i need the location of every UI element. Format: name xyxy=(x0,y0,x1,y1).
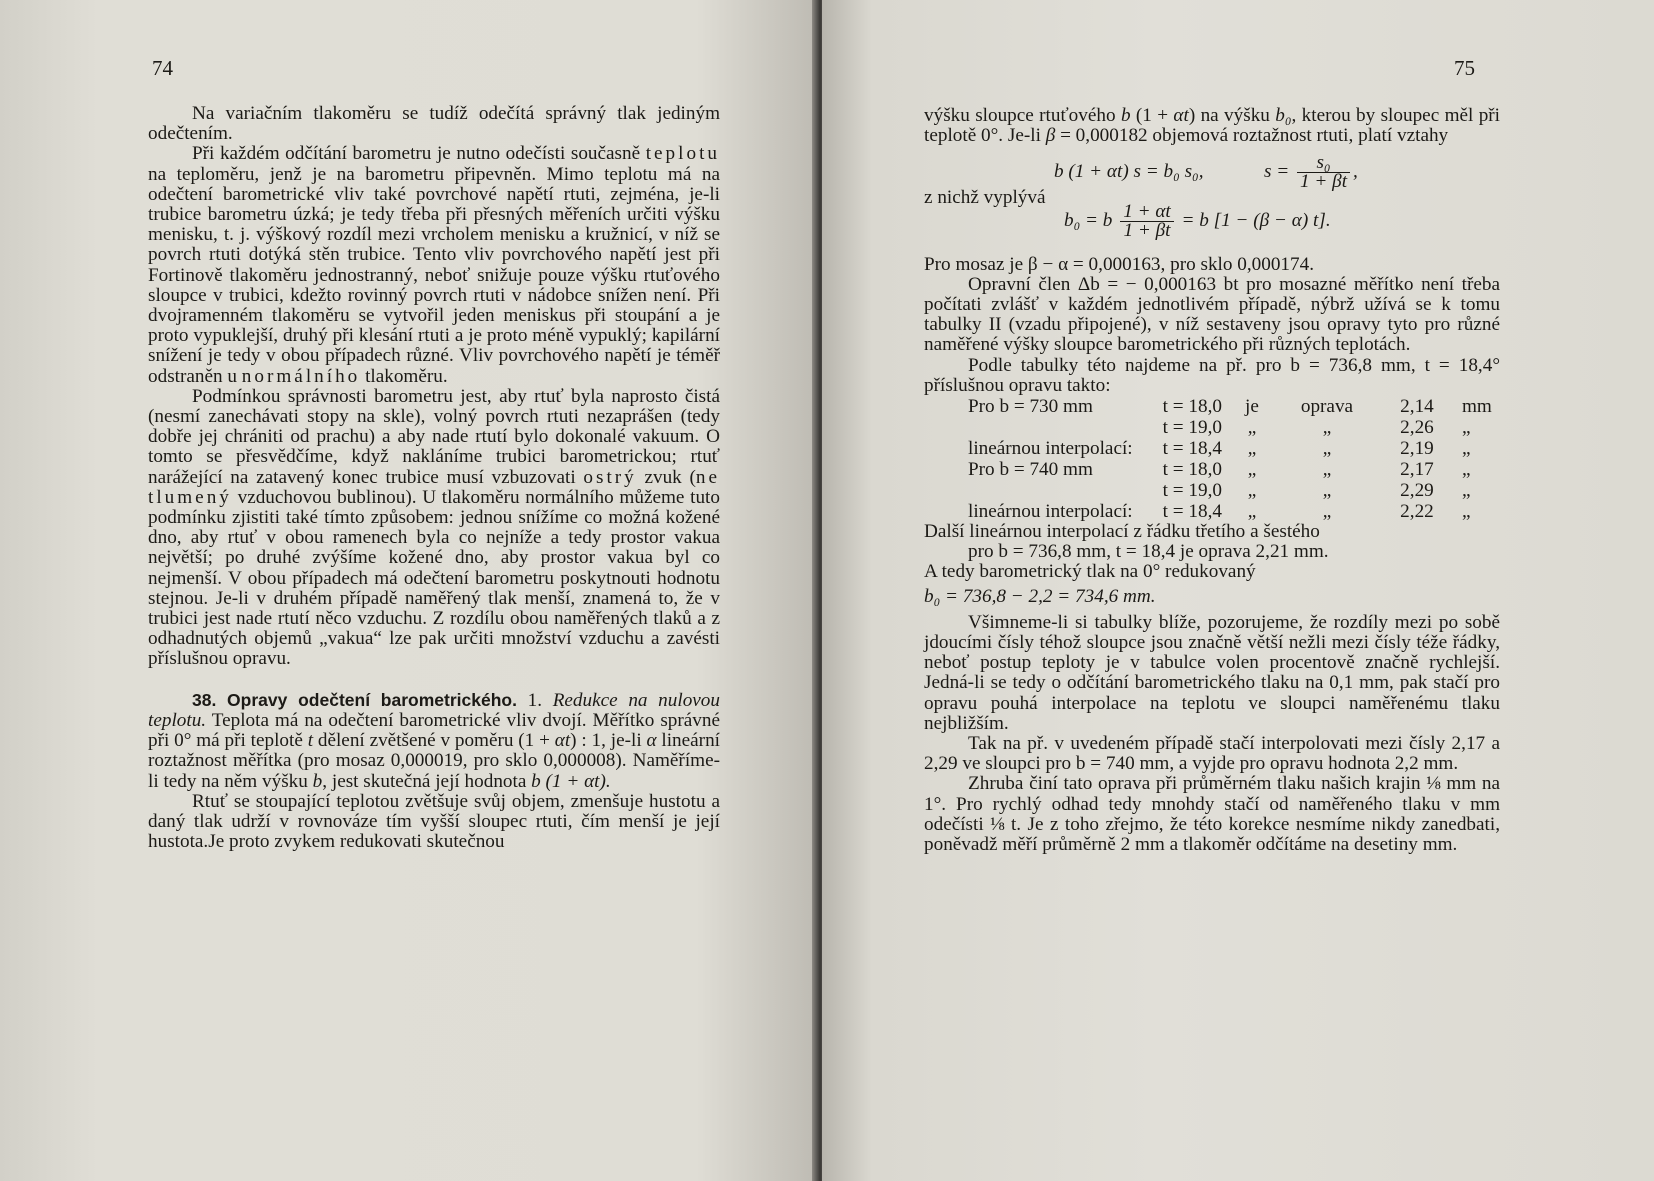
table-cell: t = 18,4 xyxy=(1162,501,1222,523)
table-cell: „ xyxy=(1322,501,1332,523)
table-row xyxy=(968,396,1492,417)
paragraph: Pro mosaz je β − α = 0,000163, pro sklo 0,000174. xyxy=(924,253,1315,275)
paragraph: Další lineárnou interpolací z řádku třetího a šestého xyxy=(924,521,1320,543)
paragraph: Při každém odčítání barometru je nutno odečísti současně teplotu na teploměru, jenž je na barometru připevněn. Mimo teplotu má na odečtení barometrické vliv také povrchové napětí rtuti, zejména, je-li trubice barometru úzká; je tedy třeba při přesných měřeních určiti výšku menisku, t. j. výškový rozdíl mezi vrcholem menisku a kružnicí, v níž se povrch rtuti dotýká stěn trubice. Tento vliv povrchového napětí jest při Fortinově tlakoměru jednostranný, neboť snižuje pouze výšku rtuťového sloupce v trubici, kdežto rovinný povrch rtuti v nádobce snížen není. Při dvojramenném tlakoměru se vytvořil jeden meniskus při stoupání a je proto vypuklejší, druhý při klesání rtuti a je proto méně vypuklý; kapilární snížení je tedy v obou případech různé. Vliv povrchového napětí je téměř odstraněn u normálního tlakoměru. xyxy=(148,143,720,387)
table-cell: „ xyxy=(1322,417,1332,439)
table-cell: „ xyxy=(1247,417,1257,439)
paragraph: Na variačním tlakoměru se tudíž odečítá správný tlak jediným odečtením. xyxy=(148,103,720,145)
formula-3: b₀ = 736,8 − 2,2 = 734,6 mm. xyxy=(924,585,1156,607)
left-page-text xyxy=(148,104,720,852)
paragraph: Opravní člen Δb = − 0,000163 bt pro mosazné měřítko není třeba počítati zvlášť v každém jednotlivém případě, nýbrž užívá se k tomu tabulky II (vzadu připojené), v níž sestaveny jsou opravy tyto pro různé naměřené výšky sloupce barometrického při různých teplotách. xyxy=(924,273,1500,356)
section-paragraph: 38. Opravy odečtení barometrického. 1. Redukce na nulovou teplotu. Teplota má na odečtení barometrické vliv dvojí. Měřítko správné při 0° má při teplotě t dělení zvětšené v poměru (1 + αt) : 1, je-li α lineární roztažnost měřítka (pro mosaz 0,000019, pro sklo 0,000008). Naměříme-li tedy na něm výšku b, jest skutečná její hodnota b (1 + αt). xyxy=(148,689,720,792)
table-cell: „ xyxy=(1247,459,1257,481)
table-cell: „ xyxy=(1322,480,1332,502)
table-cell: oprava xyxy=(1300,396,1354,418)
table-cell: 2,29 xyxy=(1400,480,1434,502)
table-row xyxy=(968,417,1492,438)
table-cell: je xyxy=(1245,396,1259,418)
right-page-text xyxy=(924,106,1500,855)
table-cell: „ xyxy=(1461,417,1471,439)
table-cell xyxy=(968,480,1133,501)
paragraph: Tak na př. v uvedeném případě stačí interpolovati mezi čísly 2,17 a 2,29 ve sloupci pro b = 740 mm, a vyjde pro opravu hodnota 2,2 mm. xyxy=(924,733,1500,775)
paragraph: výšku sloupce rtuťového b (1 + αt) na výšku b₀, kterou by sloupec měl při teplotě 0°. Je-li β = 0,000182 objemová roztažnost rtuti, platí vztahy xyxy=(924,105,1501,147)
table-row xyxy=(968,438,1492,459)
table-cell: mm xyxy=(1461,396,1492,418)
table-row xyxy=(968,480,1492,501)
table-cell: t = 19,0 xyxy=(1162,480,1222,502)
table-cell: „ xyxy=(1461,480,1471,502)
paragraph: Podle tabulky této najdeme na př. pro b = 736,8 mm, t = 18,4° příslušnou opravu takto: xyxy=(924,354,1500,396)
table-cell: t = 18,0 xyxy=(1162,459,1222,481)
table-cell: 2,22 xyxy=(1400,501,1434,523)
table-cell: Pro b = 730 mm xyxy=(968,396,1093,418)
paragraph: Zhruba činí tato oprava při průměrném tlaku našich krajin ⅛ mm na 1°. Pro rychlý odhad tedy mnohdy stačí od naměřeného tlaku v mm odečísti ⅛ t. Je z toho zřejmo, že této korekce nesmíme nikdy zanedbati, poněvadž měří průměrně 2 mm a tlakoměr odčítáme na desetiny mm. xyxy=(924,773,1500,856)
table-cell: „ xyxy=(1247,438,1257,460)
table-cell: 2,17 xyxy=(1400,459,1434,481)
table-cell: lineárnou interpolací: xyxy=(968,501,1133,523)
paragraph: Všimneme-li si tabulky blíže, pozorujeme, že rozdíly mezi po sobě jdoucími čísly téhož sloupce jsou značně větší nežli mezi čísly téže řádky, neboť postup teploty je v tabulce volen procentově značně rychlejší. Jedná-li se tedy o odčítání barometrického tlaku na 0,1 mm, pak stačí pro opravu pouhá interpolace na teplotu ve sloupci naměřenému tlaku nejbližším. xyxy=(924,611,1500,734)
right-page xyxy=(822,0,1654,1181)
table-row xyxy=(968,459,1492,480)
table-cell: 2,19 xyxy=(1400,438,1434,460)
table-cell: „ xyxy=(1461,501,1471,523)
table-cell: 2,26 xyxy=(1400,417,1434,439)
paragraph: Podmínkou správnosti barometru jest, aby rtuť byla naprosto čistá (nesmí zanechávati stopy na skle), volný povrch rtuti nezaprášen (tedy dobře jej chrániti od prachu) a aby nade rtutí bylo dokonalé vakuum. O tomto se přesvědčíme, když nakláníme trubici barometrickou; rtuť narážející na zatavený konec trubice musí vzbuzovati ostrý zvuk (ne tlumený vzduchovou bublinou). U tlakoměru normálního můžeme tuto podmínku zjistiti také tímto způsobem: jednou snížíme co možná kožené dno, aby rtuť v obou ramenech byla co nejníže a tedy prostor vakua největší; po druhé zvýšíme kožené dno, aby prostor vakua byl co nejmenší. V obou případech má odečtení barometru poskytnouti hodnotu stejnou. Je-li v druhém případě naměřený tlak menší, znamená to, že v trubici jest nade rtutí něco vzduchu. Z rozdílu obou naměřených tlaků a z odhadnutých objemů „vakua“ lze pak určiti množství vzduchu a zavésti příslušnou opravu. xyxy=(148,385,720,670)
paragraph: z nichž vyplývá xyxy=(924,187,1046,209)
paragraph: pro b = 736,8 mm, t = 18,4 je oprava 2,21 mm. xyxy=(968,541,1329,563)
section-subtitle: Redukce na nulovou teplotu. xyxy=(148,689,720,731)
table-row xyxy=(968,501,1492,522)
table-cell: lineárnou interpolací: xyxy=(968,438,1133,460)
correction-table xyxy=(968,396,1492,522)
formula-2: b₀ = b $\frac{1 + \alpha t}{1 + \beta t}$ = b [1 − (β − α) t]. xyxy=(1064,200,1331,241)
table-cell: t = 18,4 xyxy=(1162,438,1222,460)
table-cell: „ xyxy=(1461,438,1471,460)
table-cell: t = 18,0 xyxy=(1162,396,1222,418)
table-cell: „ xyxy=(1322,459,1332,481)
left-page xyxy=(0,0,820,1181)
table-cell: 2,14 xyxy=(1400,396,1434,418)
table-cell: Pro b = 740 mm xyxy=(968,459,1093,481)
section-title: 38. Opravy odečtení barometrického. xyxy=(192,689,517,710)
table-cell: „ xyxy=(1247,480,1257,502)
table-cell: „ xyxy=(1322,438,1332,460)
page-number: 75 xyxy=(1454,56,1475,80)
table-cell: t = 19,0 xyxy=(1162,417,1222,439)
paragraph: Rtuť se stoupající teplotou zvětšuje svůj objem, zmenšuje hustotu a daný tlak udrží v rovnováze tím vyšší sloupec rtuti, čím menší je její hustota.Je proto zvykem redukovati skutečnou xyxy=(148,790,720,853)
formula-1: b (1 + αt) s = b₀ s₀, s = $\frac{\text{s₀}}{1 + \beta t}$ , xyxy=(1054,152,1358,193)
page-number: 74 xyxy=(152,56,173,80)
paragraph: A tedy barometrický tlak na 0° redukovaný xyxy=(924,561,1256,583)
table-cell: „ xyxy=(1461,459,1471,481)
table-cell: „ xyxy=(1247,501,1257,523)
table-cell xyxy=(968,417,1133,438)
